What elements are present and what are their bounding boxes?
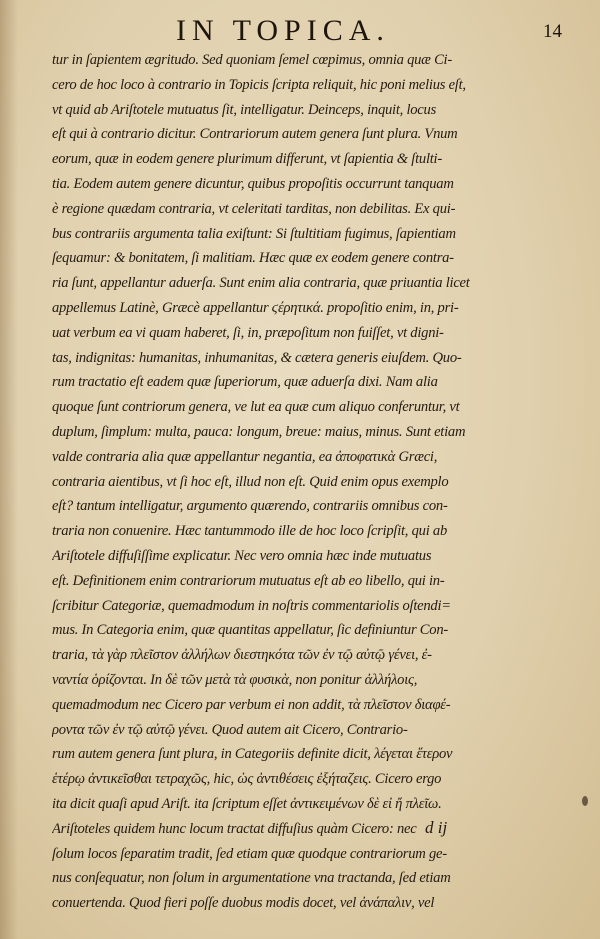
text-line: conuertenda. Quod fieri poſſe duobus modis docet, vel ἀνάπαλιν, vel bbox=[52, 895, 435, 912]
text-line: eſt? tantum intelligatur, argumento quærendo, contrariis omnibus con- bbox=[52, 498, 448, 515]
text-line: traria non conuenire. Hæc tantummodo ille de hoc loco ſcripſit, qui ab bbox=[52, 523, 447, 540]
text-line: eorum, quæ in eodem genere plurimum differunt, vt ſapientia & ſtulti- bbox=[52, 151, 442, 168]
text-line: ſolum locos ſeparatim tradit, ſed etiam quæ quodque contrariorum ge- bbox=[52, 845, 447, 862]
text-line: ſcribitur Categoriæ, quemadmodum in noſtris commentariolis oſtendi= bbox=[52, 597, 451, 614]
text-line: ita dicit quaſi apud Ariſt. ita ſcriptum eſſet ἀντικειμένων δὲ εἰ ἤ πλεῖω. bbox=[52, 795, 442, 812]
text-line: Ariſtotele diffuſiſſime explicatur. Nec vero omnia hæc inde mutuatus bbox=[52, 547, 432, 564]
text-line: appellemus Latinè, Græcè appellantur ϛέρητικά. propoſitio enim, in, pri- bbox=[52, 299, 459, 316]
text-line: quoque ſunt contriorum genera, ve lut ea quæ cum aliquo conferuntur, vt bbox=[52, 399, 460, 416]
text-line: traria, τὰ γὰρ πλεῖστον ἀλλήλων διεστηκότα τῶν ἐν τῷ αὐτῷ γένει, ἐ- bbox=[52, 647, 432, 664]
ink-blot bbox=[582, 796, 588, 806]
text-line: è regione quædam contraria, vt celeritati tarditas, non debilitas. Ex qui- bbox=[52, 200, 456, 217]
text-line: vt quid ab Ariſtotele mutuatus ſit, intelligatur. Deinceps, inquit, locus bbox=[52, 101, 436, 118]
text-line: valde contraria alia quæ appellantur negantia, ea ἀποφατικὰ Græci, bbox=[52, 448, 438, 465]
page-header bbox=[0, 8, 600, 48]
text-line: ἑτέρῳ ἀντικεῖσθαι τετραχῶς, hic, ὡς ἀντιθέσεις ἐξήταζεις. Cicero ergo bbox=[52, 771, 442, 788]
text-line: tas, indignitas: humanitas, inhumanitas, & cætera generis eiuſdem. Quo- bbox=[52, 349, 462, 366]
text-line: cero de hoc loco à contrario in Topicis ſcripta reliquit, hic poni melius eſt, bbox=[52, 76, 466, 93]
text-line: nus conſequatur, non ſolum in argumentatione vna tractanda, ſed etiam bbox=[52, 870, 451, 887]
text-line: mus. In Categoria enim, quæ quantitas appellatur, ſic definiuntur Con- bbox=[52, 622, 448, 639]
text-line: quemadmodum nec Cicero par verbum ei non addit, τὰ πλεῖστον διαφέ- bbox=[52, 696, 451, 713]
text-line: rum tractatio eſt eadem quæ ſuperiorum, quæ aduerſa dixi. Nam alia bbox=[52, 374, 438, 391]
text-line: Ariſtoteles quidem hunc locum tractat diffuſius quàm Cicero: nec bbox=[52, 820, 417, 837]
text-line: ria ſunt, appellantur aduerſa. Sunt enim alia contraria, quæ priuantia licet bbox=[52, 275, 470, 292]
text-line: eſt qui à contrario dicitur. Contrariorum autem genera ſunt plura. Vnum bbox=[52, 126, 458, 143]
text-line: tia. Eodem autem genere dicuntur, quibus propoſitis occurrunt tanquam bbox=[52, 175, 454, 192]
page-number: 14 bbox=[543, 21, 562, 42]
text-line: ναντία ὁρίζονται. In δὲ τῶν μετὰ τὰ φυσικὰ, non ponitur ἀλλήλοις, bbox=[52, 671, 418, 688]
text-line: eſt. Definitionem enim contrariorum mutuatus eſt ab eo libello, qui in- bbox=[52, 572, 445, 589]
signature-mark: d ij bbox=[425, 818, 448, 837]
text-line: tur in ſapientem ægritudo. Sed quoniam ſemel cœpimus, omnia quæ Ci- bbox=[52, 52, 452, 68]
text-line: uat verbum ea vi quam haberet, ſi, in, præpoſitum non fuiſſet, vt digni- bbox=[52, 324, 444, 341]
running-head: IN TOPICA. bbox=[176, 14, 390, 47]
text-line: rum autem genera ſunt plura, in Categoriis definite dicit, λέγεται ἕτερον bbox=[52, 746, 453, 763]
text-line: ροντα τῶν ἐν τῷ αὐτῷ γένει. Quod autem ait Cicero, Contrario- bbox=[52, 721, 408, 738]
text-line: duplum, ſimplum: multa, pauca: longum, breue: maius, minus. Sunt etiam bbox=[52, 423, 466, 440]
text-line: bus contrariis argumenta talia exiſtunt: Si ſtultitiam fugimus, ſapientiam bbox=[52, 225, 456, 242]
body-text bbox=[52, 48, 550, 916]
text-line: ſequamur: & bonitatem, ſi malitiam. Hæc quæ ex eodem genere contra- bbox=[52, 250, 454, 267]
text-line: contraria aientibus, vt ſi hoc eſt, illud non eſt. Quid enim opus exemplo bbox=[52, 473, 449, 490]
